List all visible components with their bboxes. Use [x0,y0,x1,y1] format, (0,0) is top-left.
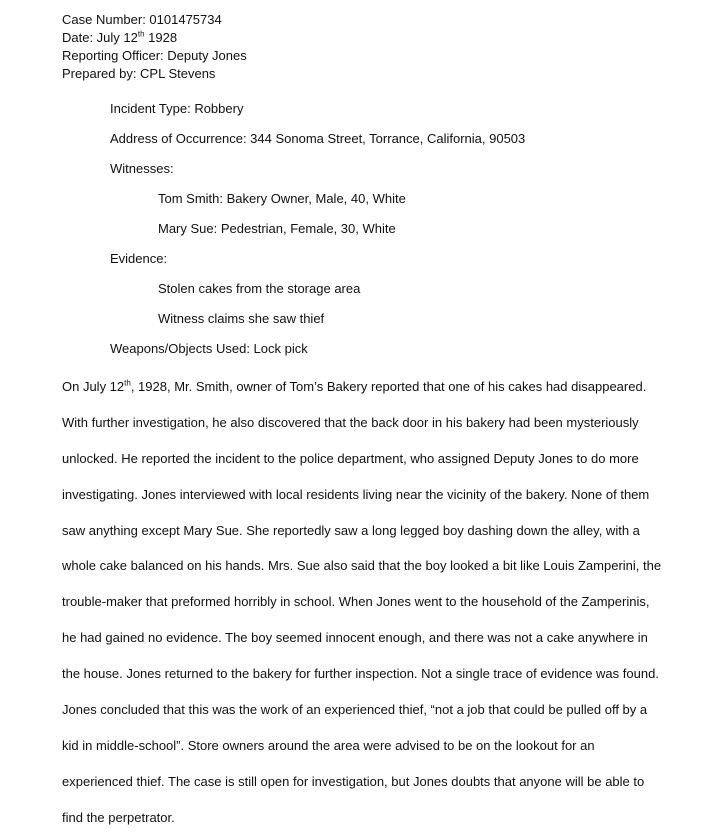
prepared-by: Prepared by: CPL Stevens [62,66,216,81]
report-header [62,11,247,83]
narrative-paragraph [62,369,702,836]
narrative-line: the house. Jones returned to the bakery for further inspection. Not a single trace of evidence was found. [62,666,659,682]
narrative-line: he had gained no evidence. The boy seemed innocent enough, and there was not a cake anywhere in [62,630,648,646]
report-date-prefix: Date: July 12 [62,30,138,45]
narrative-line: experienced thief. The case is still open for investigation, but Jones doubts that anyone will be able to [62,773,645,789]
report-date [62,29,247,47]
narrative-first-sup: th [124,378,131,388]
narrative-first-suffix: , 1928, Mr. Smith, owner of Tom’s Bakery reported that one of his cakes had disappeared. [130,379,647,394]
address-of-occurrence: Address of Occurrence: 344 Sonoma Street, Torrance, California, 90503 [110,131,526,146]
narrative-line: investigating. Jones interviewed with local residents living near the vicinity of the bakery. None of them [62,486,650,502]
case-number: Case Number: 0101475734 [62,12,222,27]
witness-item: Tom Smith: Bakery Owner, Male, 40, White [158,191,406,206]
witness-item: Mary Sue: Pedestrian, Female, 30, White [158,221,396,236]
narrative-first-prefix: On July 12 [62,379,125,394]
reporting-officer: Reporting Officer: Deputy Jones [62,48,247,63]
incident-type: Incident Type: Robbery [110,101,244,116]
narrative-line: unlocked. He reported the incident to the police department, who assigned Deputy Jones to do more [62,450,639,466]
narrative-line: kid in middle-school”. Store owners around the area were advised to be on the lookout for an [62,737,595,753]
weapons-used: Weapons/Objects Used: Lock pick [110,341,308,356]
evidence-item: Stolen cakes from the storage area [158,281,361,296]
witnesses-label: Witnesses: [110,161,174,176]
narrative-line: trouble-maker that preformed horribly in school. When Jones went to the household of the Zamperinis, [62,594,650,610]
narrative-line: saw anything except Mary Sue. She reportedly saw a long legged boy dashing down the alley, with a [62,522,640,538]
evidence-label: Evidence: [110,251,168,266]
incident-summary [110,100,525,370]
evidence-item: Witness claims she saw thief [158,311,325,326]
report-date-suffix: 1928 [144,30,178,45]
narrative-line [62,369,702,405]
narrative-line: whole cake balanced on his hands. Mrs. Sue also said that the boy looked a bit like Louis Zamperini, the [62,558,662,574]
narrative-line: With further investigation, he also discovered that the back door in his bakery had been mysteriously [62,414,639,430]
narrative-line: find the perpetrator. [62,809,175,825]
narrative-line: Jones concluded that this was the work of an experienced thief, “not a job that could be pulled off by a [62,702,648,718]
report-date-sup: th [137,29,145,39]
